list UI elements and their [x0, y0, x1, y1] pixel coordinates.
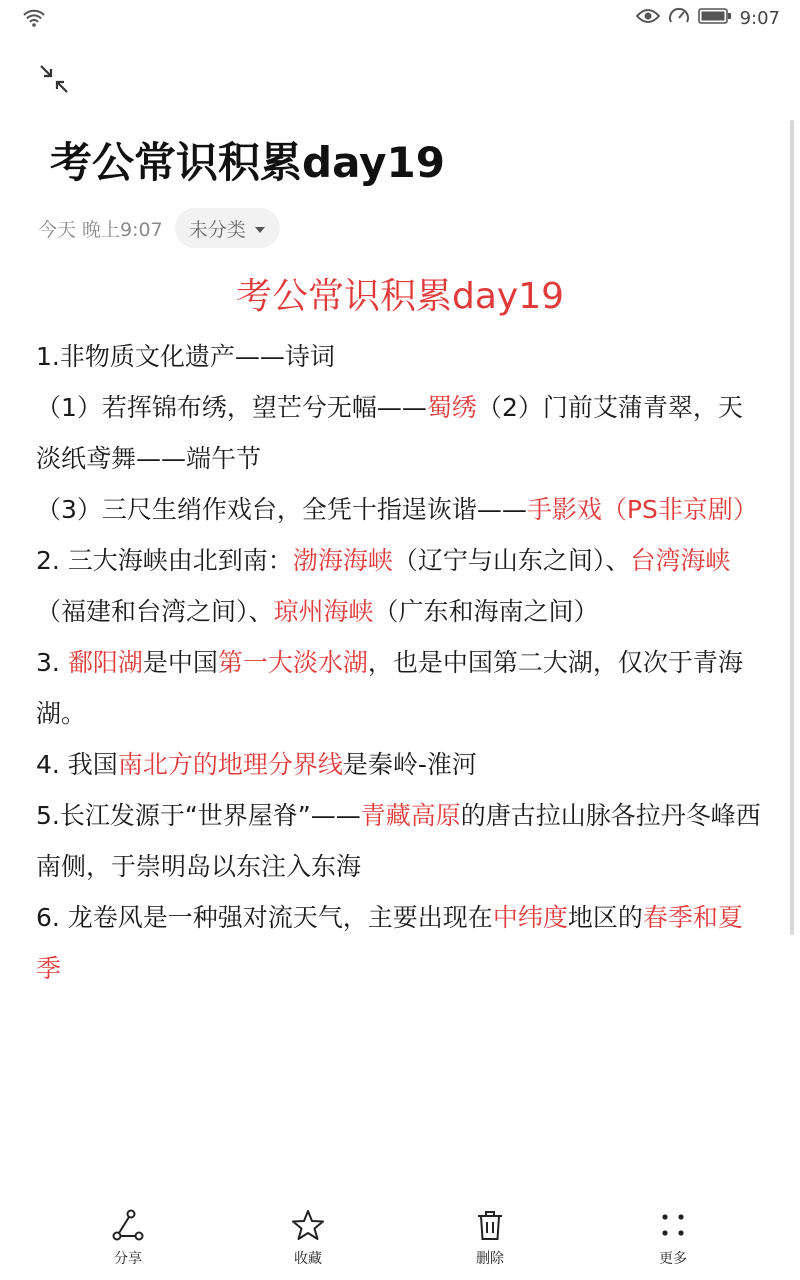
paragraph-5: 3. 鄱阳湖是中国第一大淡水湖，也是中国第二大湖，仅次于青海湖。	[36, 648, 743, 728]
wifi-icon	[22, 8, 46, 32]
caret-down-icon	[254, 217, 266, 239]
share-label: 分享	[114, 1251, 142, 1267]
trash-icon	[473, 1208, 507, 1242]
paragraph-2: （1）若挥锦布绣，望芒兮无幅——蜀绣（2）门前艾蒲青翠，天淡纸鸢舞——端午节	[36, 393, 743, 473]
status-bar	[0, 0, 800, 36]
delete-button[interactable]	[450, 1208, 530, 1268]
favorite-label: 收藏	[294, 1251, 322, 1267]
note-title[interactable]: 考公常识积累day19	[50, 138, 445, 187]
paragraph-7: 5.长江发源于“世界屋脊”——青藏高原的唐古拉山脉各拉丹冬峰西南侧，于崇明岛以东注入东海	[36, 801, 761, 881]
star-icon	[291, 1208, 325, 1242]
paragraph-3: （3）三尺生绡作戏台，全凭十指逞诙谐——手影戏（PS非京剧）	[36, 495, 758, 524]
delete-label: 删除	[476, 1251, 504, 1267]
status-time: 9:07	[739, 7, 780, 29]
collapse-button[interactable]	[38, 63, 70, 95]
category-label: 未分类	[188, 218, 246, 241]
more-label: 更多	[659, 1251, 687, 1267]
paragraph-8: 6. 龙卷风是一种强对流天气，主要出现在中纬度地区的春季和夏季	[36, 903, 743, 983]
share-icon	[111, 1208, 145, 1242]
body-heading: 考公常识积累day19	[235, 276, 565, 317]
scrollbar[interactable]	[790, 120, 794, 935]
note-body[interactable]	[36, 331, 766, 994]
collapse-icon	[38, 63, 70, 95]
note-meta	[38, 208, 280, 248]
note-timestamp: 今天 晚上9:07	[38, 218, 163, 241]
battery-icon	[698, 7, 732, 29]
speed-icon	[668, 6, 690, 30]
more-icon	[656, 1208, 690, 1242]
paragraph-6: 4. 我国南北方的地理分界线是秦岭-淮河	[36, 750, 477, 779]
category-dropdown[interactable]	[175, 208, 280, 248]
favorite-button[interactable]	[268, 1208, 348, 1268]
paragraph-1: 1.非物质文化遗产——诗词	[36, 342, 335, 371]
share-button[interactable]	[88, 1208, 168, 1268]
more-button[interactable]	[633, 1208, 713, 1268]
eye-icon	[636, 7, 660, 29]
paragraph-4: 2. 三大海峡由北到南：渤海海峡（辽宁与山东之间）、台湾海峡（福建和台湾之间）、琼州海峡（广东和海南之间）	[36, 546, 731, 626]
